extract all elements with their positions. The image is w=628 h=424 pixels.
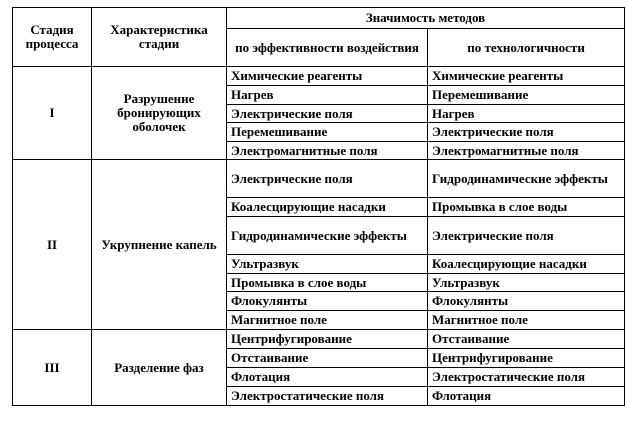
efficiency-cell: Электрические поля xyxy=(227,160,428,198)
efficiency-cell: Перемешивание xyxy=(227,123,428,142)
header-by-efficiency: по эффективности воздействия xyxy=(227,29,428,67)
technology-cell: Нагрев xyxy=(428,105,625,123)
table-row xyxy=(13,67,625,86)
efficiency-cell: Магнитное поле xyxy=(227,311,428,330)
stage-description: Разрушение бронирующих оболочек xyxy=(92,67,227,160)
technology-cell: Промывка в слое воды xyxy=(428,198,625,217)
efficiency-cell: Коалесцирующие насадки xyxy=(227,198,428,217)
technology-cell: Ультразвук xyxy=(428,274,625,292)
technology-cell: Гидродинамические эффекты xyxy=(428,160,625,198)
methods-table xyxy=(12,7,625,406)
stage-cell: II xyxy=(13,160,92,330)
stage-description: Укрупнение капель xyxy=(92,160,227,330)
header-significance: Значимость методов xyxy=(227,8,625,29)
table-row xyxy=(13,160,625,198)
efficiency-cell: Центрифугирование xyxy=(227,330,428,349)
technology-cell: Центрифугирование xyxy=(428,349,625,368)
efficiency-cell: Флокулянты xyxy=(227,292,428,311)
efficiency-cell: Электромагнитные поля xyxy=(227,142,428,160)
efficiency-cell: Нагрев xyxy=(227,86,428,105)
table-row xyxy=(13,330,625,349)
efficiency-cell: Флотация xyxy=(227,368,428,387)
technology-cell: Флокулянты xyxy=(428,292,625,311)
technology-cell: Электромагнитные поля xyxy=(428,142,625,160)
technology-cell: Флотация xyxy=(428,387,625,406)
header-stage: Стадия процесса xyxy=(13,8,92,67)
efficiency-cell: Электрические поля xyxy=(227,105,428,123)
header-characteristic: Характеристика стадии xyxy=(92,8,227,67)
technology-cell: Электрические поля xyxy=(428,217,625,255)
stage-description: Разделение фаз xyxy=(92,330,227,406)
technology-cell: Коалесцирующие насадки xyxy=(428,255,625,274)
technology-cell: Перемешивание xyxy=(428,86,625,105)
stage-cell: I xyxy=(13,67,92,160)
technology-cell: Электростатические поля xyxy=(428,368,625,387)
efficiency-cell: Химические реагенты xyxy=(227,67,428,86)
header-by-technology: по технологичности xyxy=(428,29,625,67)
efficiency-cell: Электростатические поля xyxy=(227,387,428,406)
efficiency-cell: Промывка в слое воды xyxy=(227,274,428,292)
header-row-1 xyxy=(13,8,625,29)
stage-cell: III xyxy=(13,330,92,406)
efficiency-cell: Гидродинамические эффекты xyxy=(227,217,428,255)
technology-cell: Отстаивание xyxy=(428,330,625,349)
technology-cell: Химические реагенты xyxy=(428,67,625,86)
efficiency-cell: Отстаивание xyxy=(227,349,428,368)
technology-cell: Магнитное поле xyxy=(428,311,625,330)
efficiency-cell: Ультразвук xyxy=(227,255,428,274)
technology-cell: Электрические поля xyxy=(428,123,625,142)
